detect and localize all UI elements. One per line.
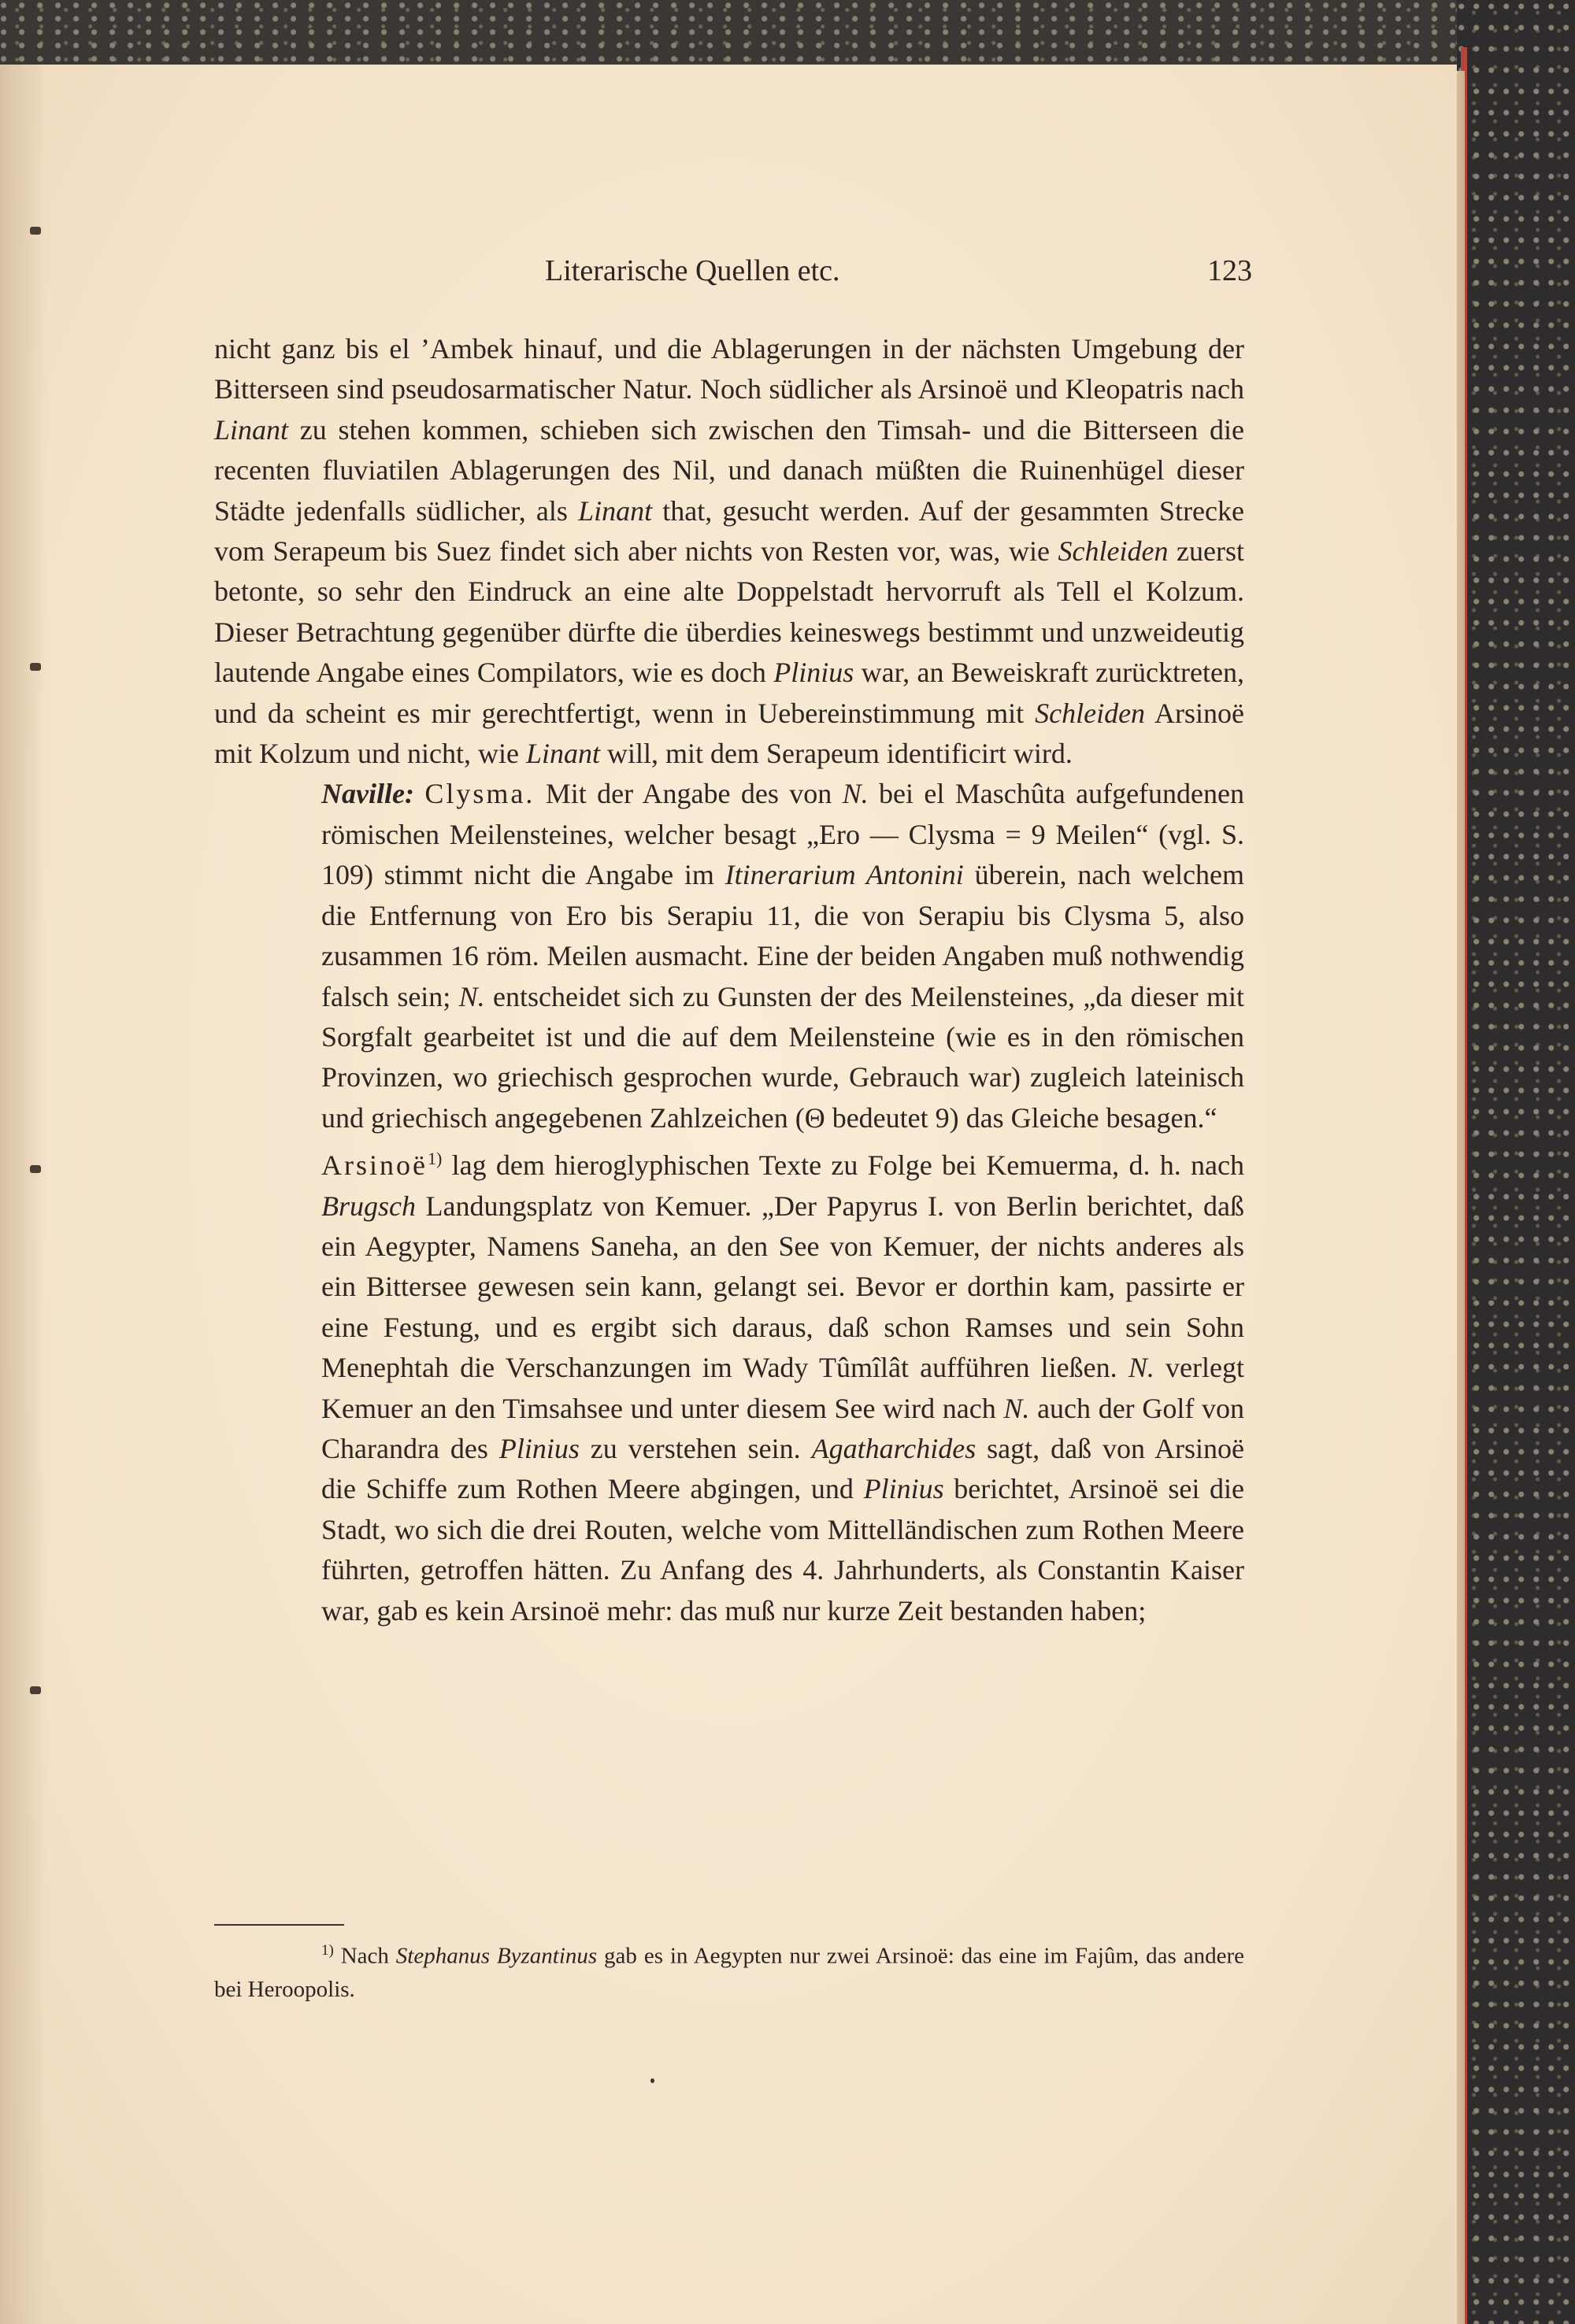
italic-name: Plinius [498, 1432, 580, 1464]
binding-stitch [30, 227, 41, 235]
footnote-ref: 1) [427, 1149, 443, 1169]
text-run: zuerst betonte, so sehr den Eindruck an eine alte Doppelstadt hervorruft als Tell el Kolzum. Dieser Betrachtung gegenüber dürfte die überdies keineswegs bestimmt und unzweideutig lautende Angabe eines Compilators, wie es doch [214, 535, 1244, 689]
text-run: gab es in Aegypten nur zwei Arsinoë: das eine im Fajûm, das andere bei Heroopolis. [214, 1943, 1244, 2002]
page-number: 123 [1207, 254, 1252, 287]
running-head-title: Literarische Quellen etc. [545, 254, 840, 287]
text-run: verlegt Kemuer an den Timsahsee und unter diesem See wird nach [321, 1352, 1244, 1424]
footnote-marker: 1) [321, 1942, 334, 1959]
text-run: nicht ganz bis el ’Ambek hinauf, und die Ablagerungen in der nächsten Umgebung der Bitterseen sind pseudosarmatischer Natur. Noch südlicher als Arsinoë und Kleopatris nach [214, 333, 1244, 405]
italic-name: N. [1003, 1392, 1030, 1424]
italic-name: N. [1128, 1352, 1154, 1384]
paragraph-naville [214, 774, 1244, 1138]
book-binding-top [0, 0, 1575, 75]
italic-name: Linant [214, 413, 289, 446]
italic-name: Itinerarium Antonini [724, 859, 964, 891]
spaced-term-arsinoe: Arsinoë [321, 1149, 428, 1182]
binding-stitch [30, 1686, 41, 1694]
text-run: sagt, daß von Arsinoë die Schiffe zum Rothen Meere abgingen, und [321, 1432, 1244, 1505]
text-run: Mit der Angabe des von [535, 778, 843, 810]
italic-name: Plinius [773, 657, 854, 689]
paragraph-arsinoe [214, 1138, 1244, 1631]
text-run: Arsinoë mit Kolzum und nicht, wie [214, 697, 1244, 770]
italic-name: Plinius [863, 1473, 944, 1505]
running-head [236, 253, 1252, 293]
paragraph-1 [214, 329, 1244, 774]
text-run: war, an Beweiskraft zurücktreten, und da scheint es mir gerechtfertigt, wenn in Uebereinstimmung mit [214, 657, 1244, 729]
book-binding-right [1457, 0, 1575, 2324]
text-run: Nach [333, 1943, 396, 1969]
italic-name: Linant [578, 494, 653, 527]
italic-name: Stephanus Byzantinus [395, 1943, 598, 1969]
footnote-rule [214, 1924, 344, 1926]
text-run: will, mit dem Serapeum identificirt wird. [599, 738, 1073, 770]
gutter-shadow [0, 65, 47, 2324]
ink-speck [650, 2078, 654, 2083]
italic-name: N. [842, 778, 869, 810]
italic-name: Linant [525, 738, 600, 770]
italic-name: Schleiden [1035, 697, 1146, 729]
text-run: that, gesucht werden. Auf der gesammten Strecke vom Serapeum bis Suez findet sich aber nichts von Resten vor, was, wie [214, 494, 1244, 568]
body-text [214, 329, 1244, 1631]
text-run: auch der Golf von Charandra des [321, 1392, 1244, 1464]
text-run: Landungsplatz von Kemuer. „Der Papyrus I. von Berlin berichtet, daß ein Aegypter, Namens Saneha, an den See von Kemuer, der nichts anderes als ein Bittersee gewesen sein kann, gelangt sei. Bevor er dorthin kam, passirte er eine Festung, und es ergibt sich daraus, daß schon Ramses und sein Sohn Menephtah die Verschanzungen im Wady Tûmîlât aufführen ließen. [321, 1190, 1244, 1384]
text-run: entscheidet sich zu Gunsten der des Meilensteines, „da dieser mit Sorgfalt gearbeitet ist und die auf dem Meilensteine (wie es in den römischen Provinzen, wo griechisch gesprochen wurde, Gebrauch war) zugleich lateinisch und griechisch angegebenen Zahlzeichen (Θ bedeutet 9) das Gleiche besagen.“ [321, 980, 1244, 1134]
footnote [214, 1934, 1244, 2006]
text-run: überein, nach welchem die Entfernung von Ero bis Serapiu 11, die von Serapiu bis Clysma 5, also zusammen 16 röm. Meilen ausmacht. Eine der beiden Angaben muß nothwendig falsch sein; [321, 859, 1244, 1012]
section-lead-naville: Naville: [321, 778, 414, 810]
text-run: zu stehen kommen, schieben sich zwischen den Timsah- und die Bitterseen die recenten fluviatilen Ablagerungen des Nil, und danach müßten die Ruinenhügel dieser Städte jedenfalls südlicher, als [214, 413, 1244, 527]
text-run: berichtet, Arsinoë sei die Stadt, wo sich die drei Routen, welche vom Mittelländischen zum Rothen Meere führten, getroffen hätten. Zu Anfang des 4. Jahrhunderts, als Constantin Kaiser war, gab es kein Arsinoë mehr: das muß nur kurze Zeit bestanden haben; [321, 1473, 1245, 1626]
binding-stitch [30, 1165, 41, 1173]
spaced-term-clysma: Clysma. [424, 778, 536, 810]
text-run: lag dem hieroglyphischen Texte zu Folge bei Kemuerma, d. h. nach [442, 1149, 1244, 1182]
binding-stitch [30, 663, 41, 671]
text-run: bei el Maschûta aufgefundenen römischen Meilensteines, welcher besagt „Ero — Clysma = 9 Meilen“ (vgl. S. 109) stimmt nicht die Angabe im [321, 778, 1245, 891]
italic-name: N. [458, 980, 485, 1012]
italic-name: Agatharchides [811, 1432, 976, 1464]
italic-name: Brugsch [321, 1190, 416, 1222]
italic-name: Schleiden [1058, 535, 1169, 568]
text-run: zu verstehen sein. [579, 1432, 812, 1464]
